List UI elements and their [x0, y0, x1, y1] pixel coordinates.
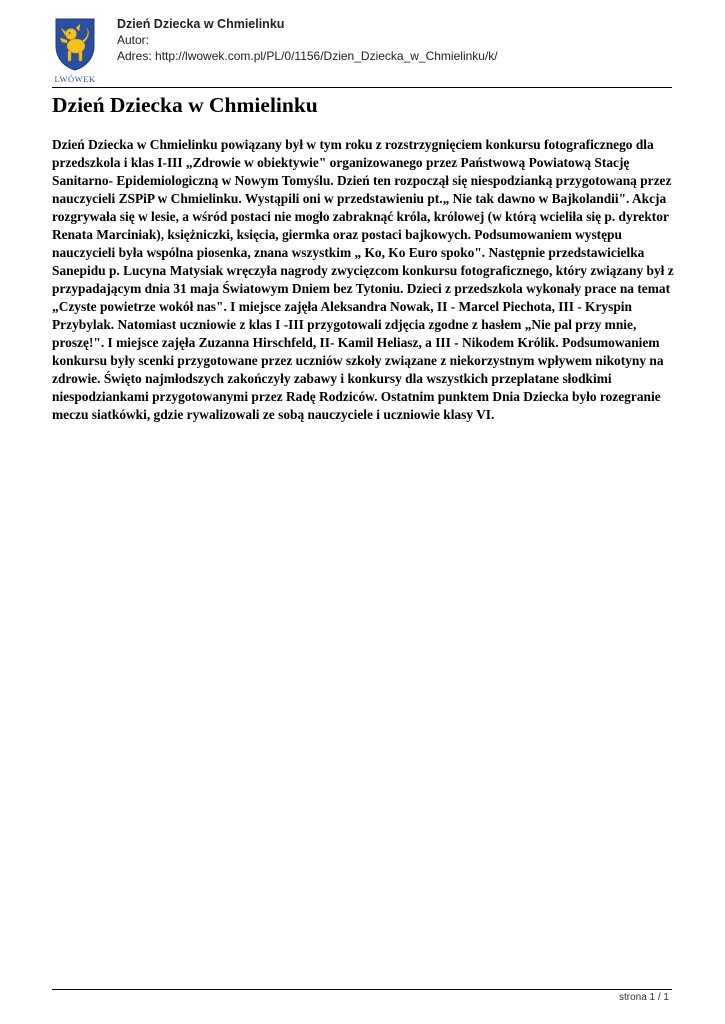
header-divider — [52, 87, 672, 88]
page-number: strona 1 / 1 — [618, 992, 669, 1003]
lwowek-logo — [52, 16, 102, 96]
page-header — [52, 12, 672, 88]
coat-of-arms-icon — [52, 16, 98, 72]
footer-divider — [52, 989, 672, 990]
logo-text: LWÓWEK — [54, 74, 96, 84]
article-title: Dzień Dziecka w Chmielinku — [52, 93, 318, 117]
header-author: Autor: — [117, 33, 150, 47]
document-meta — [117, 16, 498, 64]
header-address[interactable]: Adres: http://lwowek.com.pl/PL/0/1156/Dzien_Dziecka_w_Chmielinku/k/ — [117, 49, 498, 63]
article-body: Dzień Dziecka w Chmielinku powiązany był w tym roku z rozstrzygnięciem konkursu fotograficznego dla przedszkola i klas I-III „Zdrowie w obiektywie" organizowanego przez Państwową Powiatową Stację Sanitarno- Epidemiologiczną w Nowym Tomyślu. Dzień ten rozpoczął się niespodzianką przygotowaną przez nauczycieli ZSPiP w Chmielinku. Wystąpili oni w przedstawieniu pt.„ Nie tak dawno w Bajkolandii". Akcja rozgrywała się w lesie, a wśród postaci nie mogło zabraknąć króla, królowej (w którą wcieliła się p. dyrektor Renata Marciniak), księżniczki, księcia, giermka oraz postaci bajkowych. Podsumowaniem występu nauczycieli była wspólna piosenka, znana wszystkim „ Ko, Ko Euro spoko". Następnie przedstawicielka Sanepidu p. Lucyna Matysiak wręczyła nagrody zwycięzcom konkursu fotograficznego, który związany był z przypadającym dnia 31 maja Światowym Dniem bez Tytoniu. Dzieci z przedszkola wykonały prace na temat „Czyste powietrze wokół nas". I miejsce zajęła Aleksandra Nowak, II - Marcel Piechota, III - Kryspin Przybylak. Natomiast uczniowie z klas I -III przygotowali zdjęcia zgodne z hasłem „Nie pal przy mnie, proszę!". I miejsce zajęła Zuzanna Hirschfeld, II- Kamil Heliasz, a III - Nikodem Królik. Podsumowaniem konkursu były scenki przygotowane przez uczniów szkoły związane z niekorzystnym wpływem nikotyny na zdrowie. Święto najmłodszych zakończyły zabawy i konkursy dla wszystkich przeplatane słodkimi niespodziankami przygotowanymi przez Radę Rodziców. Ostatnim punktem Dnia Dziecka było rozegranie meczu siatkówki, gdzie rywalizowali ze sobą nauczyciele i uczniowie klasy VI. — [52, 137, 674, 422]
header-doc-title: Dzień Dziecka w Chmielinku — [117, 17, 285, 31]
